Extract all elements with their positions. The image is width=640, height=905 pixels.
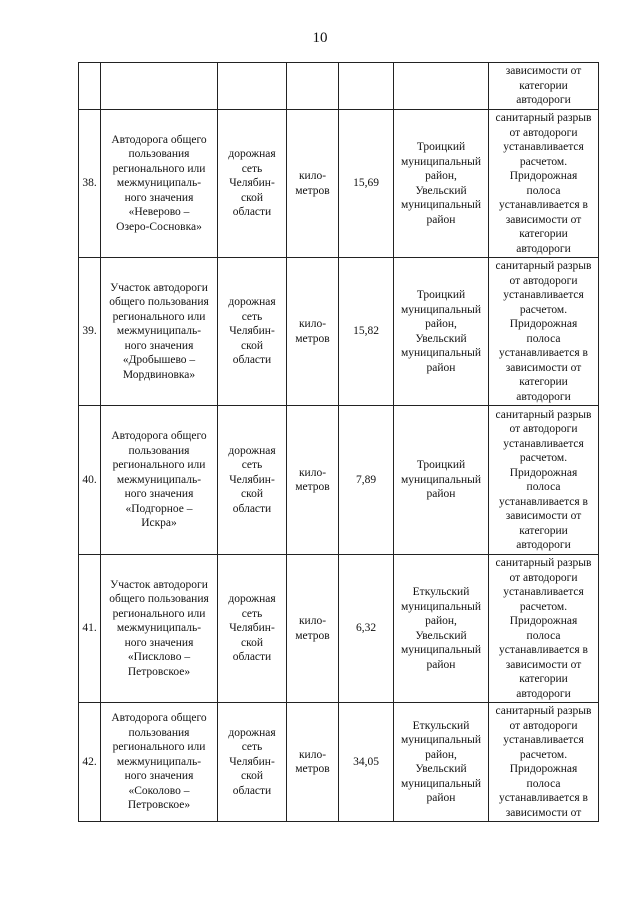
- road-register-table: [78, 62, 599, 822]
- cell-name: Автодорога общего пользования регионального или межмуниципаль- ного значения «Подгорное – Искра»: [101, 406, 218, 555]
- cell-name: Участок автодороги общего пользования регионального или межмуниципаль- ного значения «Пискловo – Петровское»: [101, 555, 218, 703]
- cell-network: дорожная сеть Челябин- ской области: [218, 555, 287, 703]
- cell-network: дорожная сеть Челябин- ской области: [218, 258, 287, 406]
- cell-length: 15,69: [339, 110, 394, 258]
- cell-length: [339, 63, 394, 110]
- cell-note: зависимости от категории автодороги: [489, 63, 599, 110]
- cell-network: дорожная сеть Челябин- ской области: [218, 703, 287, 822]
- cell-name: Автодорога общего пользования регионального или межмуниципаль- ного значения «Соколово – Петровское»: [101, 703, 218, 822]
- cell-district: Троицкий муниципальный район, Увельский муниципальный район: [394, 110, 489, 258]
- cell-network: дорожная сеть Челябин- ской области: [218, 110, 287, 258]
- cell-unit: кило- метров: [287, 110, 339, 258]
- cell-note: санитарный разрыв от автодороги устанавливается расчетом. Придорожная полоса устанавливается в зависимости от категории автодороги: [489, 555, 599, 703]
- table-row: [79, 110, 599, 258]
- cell-unit: кило- метров: [287, 703, 339, 822]
- cell-network: [218, 63, 287, 110]
- cell-note: санитарный разрыв от автодороги устанавливается расчетом. Придорожная полоса устанавливается в зависимости от категории автодороги: [489, 110, 599, 258]
- cell-network: дорожная сеть Челябин- ской области: [218, 406, 287, 555]
- cell-num: 42.: [79, 703, 101, 822]
- table-row: [79, 703, 599, 822]
- cell-length: 7,89: [339, 406, 394, 555]
- cell-district: Еткульский муниципальный район, Увельский муниципальный район: [394, 555, 489, 703]
- cell-unit: кило- метров: [287, 555, 339, 703]
- cell-district: Троицкий муниципальный район: [394, 406, 489, 555]
- cell-note: санитарный разрыв от автодороги устанавливается расчетом. Придорожная полоса устанавливается в зависимости от категории автодороги: [489, 258, 599, 406]
- cell-district: Еткульский муниципальный район, Увельский муниципальный район: [394, 703, 489, 822]
- cell-length: 34,05: [339, 703, 394, 822]
- table-row: [79, 258, 599, 406]
- table-row: [79, 555, 599, 703]
- cell-num: 41.: [79, 555, 101, 703]
- cell-num: 39.: [79, 258, 101, 406]
- table-row: [79, 406, 599, 555]
- cell-unit: [287, 63, 339, 110]
- cell-length: 6,32: [339, 555, 394, 703]
- cell-district: Троицкий муниципальный район, Увельский муниципальный район: [394, 258, 489, 406]
- cell-name: Автодорога общего пользования регионального или межмуниципаль- ного значения «Неверово – Озеро-Сосновка»: [101, 110, 218, 258]
- continued-row: [79, 63, 599, 110]
- cell-note: санитарный разрыв от автодороги устанавливается расчетом. Придорожная полоса устанавливается в зависимости от категории автодороги: [489, 406, 599, 555]
- cell-name: [101, 63, 218, 110]
- cell-num: 40.: [79, 406, 101, 555]
- cell-unit: кило- метров: [287, 258, 339, 406]
- cell-num: 38.: [79, 110, 101, 258]
- cell-district: [394, 63, 489, 110]
- cell-name: Участок автодороги общего пользования регионального или межмуниципаль- ного значения «Дробышево – Мордвиновка»: [101, 258, 218, 406]
- cell-note: санитарный разрыв от автодороги устанавливается расчетом. Придорожная полоса устанавливается в зависимости от: [489, 703, 599, 822]
- cell-unit: кило- метров: [287, 406, 339, 555]
- cell-length: 15,82: [339, 258, 394, 406]
- page-number: 10: [312, 30, 328, 46]
- cell-num: [79, 63, 101, 110]
